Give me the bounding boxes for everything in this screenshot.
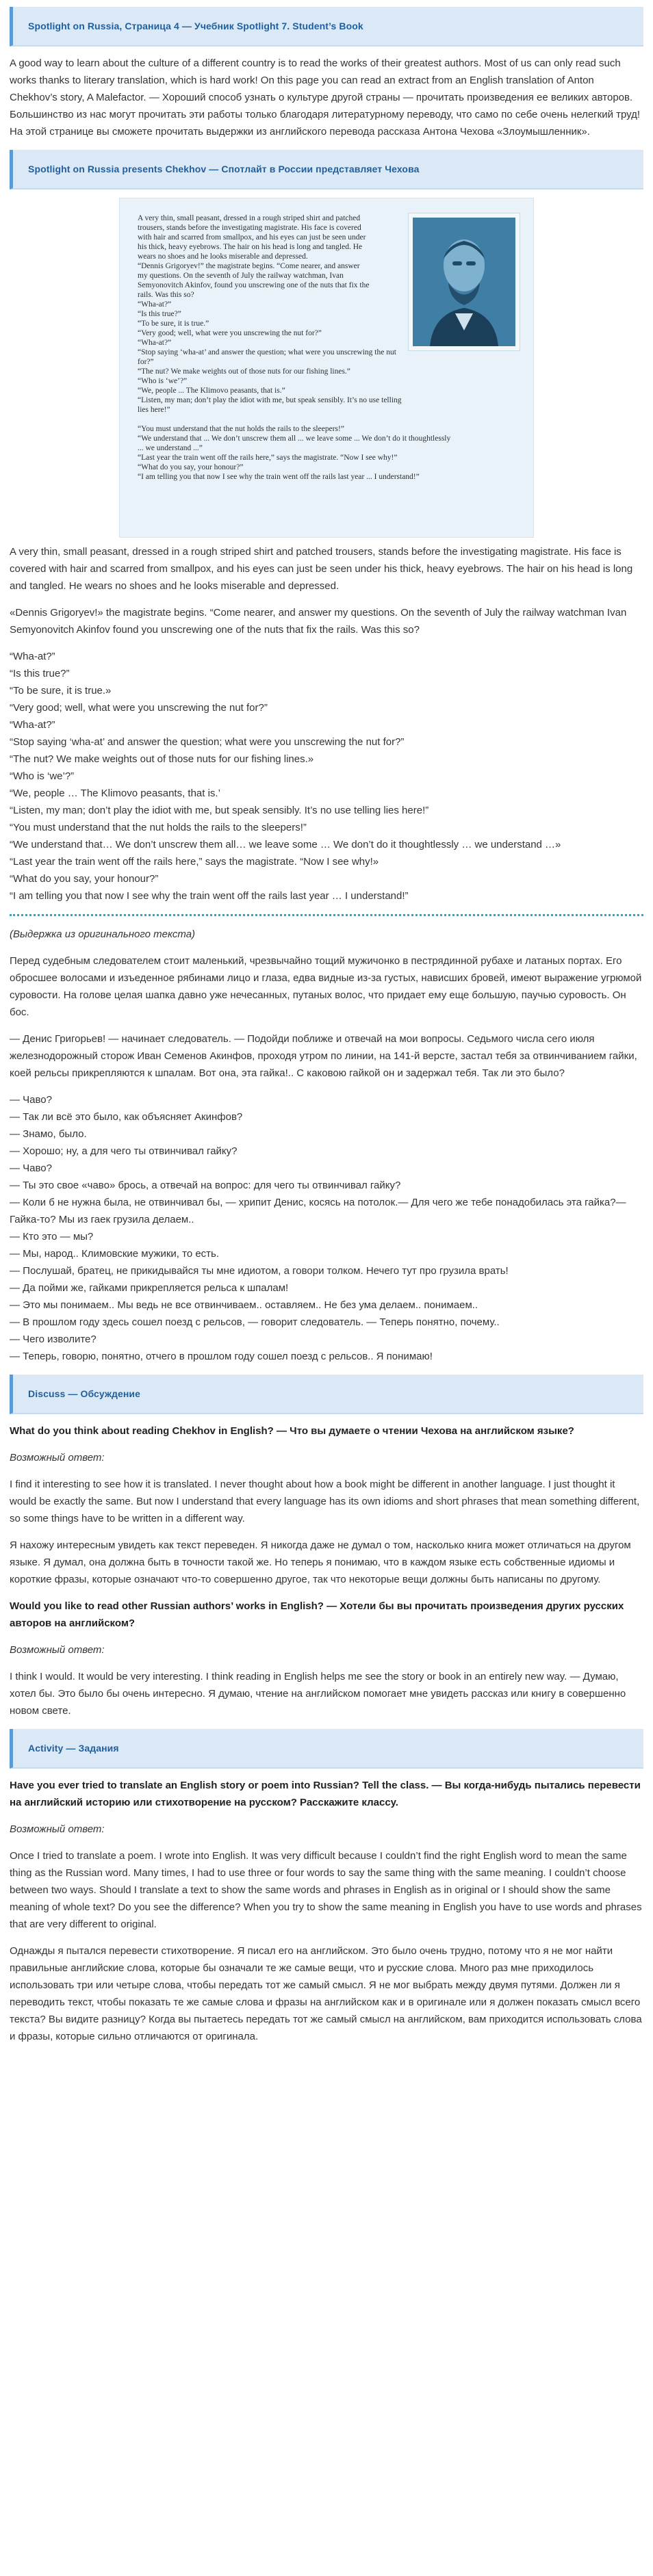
- activity-answer-english: Once I tried to translate a poem. I wrote into English. It was very difficult because I couldn’t find the right English word to mean the same thing as the Russian word. Many times, I had to use three or four words to say the same thing with the same meaning. I couldn’t choose between two ways. Should I translate a text to show the same words and phrases in English as in original or I should show the same meaning of whole text? Do you see the difference? When you try to show the same meaning in English you have to use words and phrases that are very different to original.: [10, 1850, 642, 1930]
- scan-text-line: A very thin, small peasant, dressed in a rough striped shirt and patched: [138, 214, 361, 222]
- dialog-line: — Ты это свое «чаво» брось, а отвечай на вопрос: для чего ты отвинчивал гайку?: [10, 1180, 401, 1191]
- scan-text-line: “What do you say, your honour?”: [138, 463, 244, 471]
- dialog-line: — Так ли всё это было, как объясняет Акинфов?: [10, 1111, 243, 1123]
- dotted-divider: [10, 914, 643, 916]
- russian-paragraph-1: Перед судебным следователем стоит маленький, чрезвычайно тощий мужичонко в пестрядинной рубахе и латаных портах. Его обросшее волосами и изъеденное рябинами лицо и глаза, едва видные из-за густых, нависших бровей, имеют выражение угрюмой суровости. На голове целая шапка давно уже нечесанных, путаных волос, что придает ему еще большую, паучью суровость. Он бос.: [10, 955, 642, 1018]
- scan-text-line: “The nut? We make weights out of those nuts for our fishing lines.”: [138, 367, 350, 376]
- dialog-line: “Listen, my man; don’t play the idiot with me, but speak sensibly. It’s no use telling lies here!”: [10, 805, 429, 816]
- scan-text-line: “Dennis Grigoryev!” the magistrate begins. “Come nearer, and answer: [138, 262, 360, 270]
- scan-text-line: my questions. On the seventh of July the railway watchman, Ivan: [138, 272, 344, 280]
- dialog-line: — Чего изволите?: [10, 1333, 97, 1345]
- dialog-line: “Is this true?”: [10, 668, 70, 679]
- dialog-russian: [10, 1091, 643, 1365]
- discuss-answer-2: I think I would. It would be very interesting. I think reading in English helps me see the story or book in an entirely new way. — Думаю, хотел бы. Это было бы очень интересно. Я думаю, чтение на английском помогает мне увидеть рассказ или книгу в совершенно новом свете.: [10, 1671, 626, 1717]
- scan-text-line: wears no shoes and he looks miserable and depressed.: [138, 252, 308, 261]
- scan-text-line: “Listen, my man; don’t play the idiot with me, but speak sensibly. It’s no use telling lies here!”: [138, 396, 402, 414]
- scan-text-line: “Is this true?”: [138, 310, 181, 318]
- story-paragraph-1: A very thin, small peasant, dressed in a rough striped shirt and patched trousers, stands before the investigating magistrate. His face is covered with hair and scarred from smallpox, and his eyes can just be seen under his thick, heavy eyebrows. The hair on his head is long and tangled. He wears no shoes and he looks miserable and depressed.: [10, 546, 633, 592]
- scan-text-line: trousers, stands before the investigating magistrate. His face is covered: [138, 224, 361, 232]
- scan-text-line: “I am telling you that now I see why the train went off the rails last year ... I understand!”: [138, 473, 420, 481]
- activity-answer-russian: Однажды я пытался перевести стихотворение. Я писал его на английском. Это было очень трудно, потому что я не мог найти правильные английские слова, которые бы означали те же самые вещи, что и русские слова. Много раз мне приходилось использовать три или четыре слова, чтобы передать тот же самый смысл. Я не мог выбрать между двумя путями. Должен ли я переводить текст, чтобы показать те же самые слова и фразы на английском как и в оригинале или я должен показать смысл всего текста? Вы видите разницу? Когда вы пытаетесь передать тот же самый смысл на английском, вам приходится использовать слова и фразы, которые сильно отличаются от оригинала.: [10, 1945, 642, 2042]
- scan-text-line: ... we understand ...”: [138, 444, 203, 452]
- discuss-question-1: What do you think about reading Chekhov in English? — Что вы думаете о чтении Чехова на английском языке?: [10, 1425, 574, 1437]
- section-title: Spotlight on Russia, Страница 4 — Учебник Spotlight 7. Student’s Book: [28, 20, 363, 31]
- dialog-line: — Чаво?: [10, 1162, 52, 1174]
- scan-text-line: with hair and scarred from smallpox, and his eyes can just be seen under: [138, 233, 366, 242]
- scan-text-top: [138, 213, 405, 415]
- section-title: Discuss — Обсуждение: [28, 1388, 141, 1399]
- dialog-line: “Stop saying ‘wha-at’ and answer the question; what were you unscrewing the nut for?”: [10, 736, 405, 748]
- intro-paragraph: A good way to learn about the culture of a different country is to read the works of their greatest authors. Most of us can only read such works thanks to literary translation, which is hard work! On this page you can read an extract from an English translation of Anton Chekhov’s story, A Malefactor. — Хороший способ узнать о культуре другой страны — прочитать произведения ее великих авторов. Большинство из нас могут прочитать эти работы только благодаря литературному переводу, что само по себе очень нелегкий труд! На этой странице вы сможете прочитать выдержки из английского перевода рассказа Антона Чехова «Злоумышленник».: [10, 57, 641, 138]
- dialog-line: — Теперь, говорю, понятно, отчего в прошлом году сошел поезд с рельсов.. Я понимаю!: [10, 1351, 433, 1362]
- scan-text-line: his thick, heavy eyebrows. The hair on his head is long and tangled. He: [138, 243, 363, 251]
- activity-question: Have you ever tried to translate an English story or poem into Russian? Tell the class. — Вы когда-нибудь пытались перевести на английский историю или стихотворение на русском? Расскажите классу.: [10, 1780, 641, 1808]
- discuss-answer-1-russian: Я нахожу интересным увидеть как текст переведен. Я никогда даже не думал о том, насколько книга может отличаться на другом языке. Я думал, она должна быть в точности такой же. Но теперь я понимаю, что в каждом языке есть собственные идиомы и короткие фразы, которые означают что-то совершенно другое, так что некоторые вещи должны быть написаны по другому.: [10, 1539, 631, 1585]
- scan-text-line: “We, people ... The Klimovo peasants, that is.”: [138, 387, 285, 395]
- scan-text-line: “Stop saying ‘wha-at’ and answer the question; what were you unscrewing the nut for?”: [138, 348, 396, 366]
- scan-text-line: “Who is ‘we’?”: [138, 377, 188, 385]
- dialog-line: “What do you say, your honour?”: [10, 873, 159, 885]
- russian-paragraph-2: — Денис Григорьев! — начинает следователь. — Подойди поближе и отвечай на мои вопросы. Седьмого числа сего июля железнодорожный сторож Иван Семенов Акинфов, проходя утром по линии, на 141-й версте, застал тебя за отвинчиванием гайки, коей рельсы прикрепляются к шпалам. Вот она, эта гайка!.. С каковою гайкой он и задержал тебя. Так ли это было?: [10, 1033, 637, 1079]
- dialog-line: — Да пойми же, гайками прикрепляется рельса к шпалам!: [10, 1282, 289, 1294]
- chekhov-portrait-icon: [413, 218, 515, 346]
- scan-text-line: “We understand that ... We don’t unscrew them all ... we leave some ... We don’t do it thoughtlessly: [138, 434, 451, 443]
- dialog-line: “Wha-at?”: [10, 651, 55, 662]
- section-title: Activity — Задания: [28, 1742, 119, 1754]
- section-header-activity: [10, 1729, 643, 1769]
- scan-text-bottom: [138, 424, 507, 482]
- scan-text-line: Semyonovitch Akinfov, found you unscrewing one of the nuts that fix the: [138, 281, 370, 289]
- discuss-question-2: Would you like to read other Russian authors’ works in English? — Хотели бы вы прочитать произведения других русских авторов на английском?: [10, 1600, 624, 1629]
- dialog-line: — В прошлом году здесь сошел поезд с рельсов, — говорит следователь. — Теперь понятно, почему..: [10, 1316, 500, 1328]
- dialog-line: “Wha-at?”: [10, 719, 55, 731]
- scan-text-line: “You must understand that the nut holds the rails to the sleepers!”: [138, 425, 344, 433]
- possible-answer-label: Возможный ответ:: [10, 1823, 105, 1835]
- dialog-line: “We, people … The Klimovo peasants, that is.’: [10, 788, 220, 799]
- dialog-line: — Это мы понимаем.. Мы ведь не все отвинчиваем.. оставляем.. Не без ума делаем.. понимаем..: [10, 1299, 478, 1311]
- dialog-line: “We understand that… We don’t unscrew them all… we leave some … We don’t do it thoughtlessly … we understand …»: [10, 839, 561, 850]
- intro-block: [10, 55, 643, 140]
- original-text-label: (Выдержка из оригинального текста): [10, 928, 196, 940]
- chekhov-portrait-image: [409, 213, 520, 350]
- dialog-line: “Very good; well, what were you unscrewing the nut for?”: [10, 702, 268, 714]
- section-title: Spotlight on Russia presents Chekhov — Спотлайт в России представляет Чехова: [28, 163, 420, 174]
- dialog-english: [10, 648, 643, 905]
- discuss-answer-1-english: I find it interesting to see how it is translated. I never thought about how a book might be different in another language. I just thought it would be exactly the same. But now I understand that every language has its own idioms and short phrases that mean something different, so some things have to be written in a different way.: [10, 1479, 640, 1524]
- dialog-line: “You must understand that the nut holds the rails to the sleepers!”: [10, 822, 307, 833]
- section-header-discuss: [10, 1375, 643, 1414]
- dialog-line: — Хорошо; ну, а для чего ты отвинчивал гайку?: [10, 1145, 238, 1157]
- possible-answer-label: Возможный ответ:: [10, 1644, 105, 1656]
- dialog-line: — Чаво?: [10, 1094, 52, 1106]
- scan-text-line: “Last year the train went off the rails here,” says the magistrate. “Now I see why!”: [138, 454, 398, 462]
- dialog-line: — Кто это — мы?: [10, 1231, 94, 1243]
- dialog-line: “The nut? We make weights out of those nuts for our fishing lines.»: [10, 753, 314, 765]
- dialog-line: “Last year the train went off the rails here,” says the magistrate. “Now I see why!»: [10, 856, 379, 868]
- textbook-scan-image: [119, 198, 534, 538]
- section-header-chekhov: [10, 150, 643, 190]
- scan-text-line: “Wha-at?”: [138, 300, 172, 309]
- scan-text-line: “Very good; well, what were you unscrewing the nut for?”: [138, 329, 322, 337]
- dialog-line: — Коли б не нужна была, не отвинчивал бы, — хрипит Денис, косясь на потолок.— Для чего же тебе понадобилась эта гайка?— Гайка-то? Мы из гаек грузила делаем..: [10, 1197, 626, 1225]
- section-header-spotlight-russia: [10, 7, 643, 47]
- story-paragraph-2: «Dennis Grigoryev!» the magistrate begins. “Come nearer, and answer my questions. On the seventh of July the railway watchman Ivan Semyonovitch Akinfov found you unscrewing one of the nuts that fix the rails. Was this so?: [10, 607, 627, 636]
- dialog-line: “To be sure, it is true.»: [10, 685, 112, 697]
- dialog-line: “I am telling you that now I see why the train went off the rails last year … I understand!”: [10, 890, 409, 902]
- dialog-line: — Знамо, было.: [10, 1128, 87, 1140]
- possible-answer-label: Возможный ответ:: [10, 1452, 105, 1463]
- scan-text-line: “Wha-at?”: [138, 339, 172, 347]
- dialog-line: — Мы, народ.. Климовские мужики, то есть.: [10, 1248, 220, 1260]
- scan-text-line: “To be sure, it is true.”: [138, 320, 209, 328]
- dialog-line: “Who is ‘we’?”: [10, 770, 75, 782]
- scan-text-line: rails. Was this so?: [138, 291, 194, 299]
- dialog-line: — Послушай, братец, не прикидывайся ты мне идиотом, а говори толком. Нечего тут про грузила врать!: [10, 1265, 509, 1277]
- textbook-scan-figure: [10, 198, 643, 538]
